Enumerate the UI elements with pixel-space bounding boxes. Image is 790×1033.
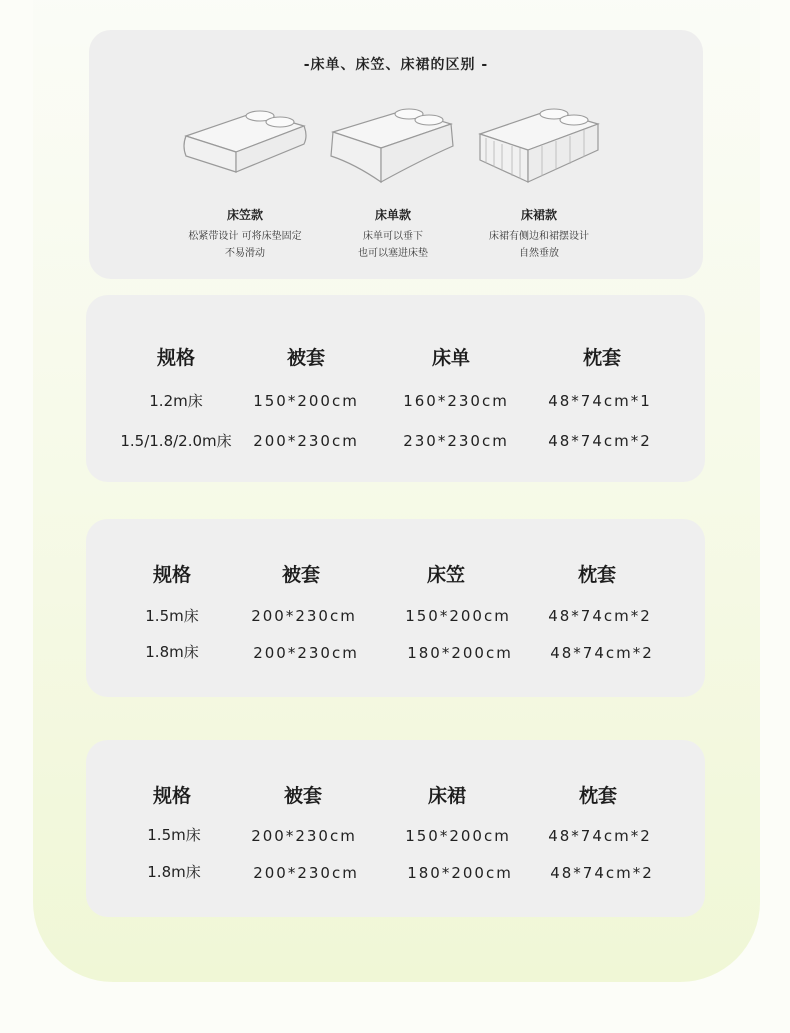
header-pillowcase: 枕套 bbox=[578, 785, 617, 807]
header-spec: 规格 bbox=[152, 785, 191, 807]
fitted-sheet-desc-line1: 松紧带设计 可将床垫固定 bbox=[188, 231, 302, 242]
flat-sheet-bed-illustration bbox=[325, 106, 465, 188]
flat-sheet-name: 床单款 bbox=[374, 208, 411, 222]
header-spec: 规格 bbox=[152, 564, 191, 586]
bed-skirt-name: 床裙款 bbox=[520, 208, 557, 222]
header-fitted-sheet: 床笠 bbox=[426, 564, 465, 586]
bed-skirt-desc-line2: 自然垂放 bbox=[519, 248, 559, 259]
row2-spec: 1.8m床 bbox=[147, 863, 201, 881]
header-sheet: 床单 bbox=[431, 347, 470, 369]
row2-duvet: 200*230cm bbox=[253, 864, 359, 882]
header-bed-skirt: 床裙 bbox=[427, 785, 466, 807]
row2-duvet: 200*230cm bbox=[253, 644, 359, 662]
row2-spec: 1.8m床 bbox=[145, 643, 199, 661]
bed-skirt-desc bbox=[459, 228, 619, 262]
flat-sheet-desc-line2: 也可以塞进床垫 bbox=[358, 248, 428, 259]
size-table-flat-sheet bbox=[86, 295, 705, 482]
row1-pillowcase: 48*74cm*1 bbox=[548, 392, 652, 410]
flat-sheet-desc bbox=[313, 228, 473, 262]
size-table-bed-skirt bbox=[86, 740, 705, 917]
header-spec: 规格 bbox=[156, 347, 195, 369]
row2-spec: 1.5/1.8/2.0m床 bbox=[120, 432, 232, 450]
row2-pillowcase: 48*74cm*2 bbox=[550, 864, 654, 882]
row1-pillowcase: 48*74cm*2 bbox=[548, 827, 652, 845]
bed-skirt-bed-illustration bbox=[472, 106, 612, 188]
header-duvet: 被套 bbox=[283, 785, 322, 807]
row2-sheet: 230*230cm bbox=[403, 432, 509, 450]
header-pillowcase: 枕套 bbox=[582, 347, 621, 369]
row1-spec: 1.5m床 bbox=[145, 607, 199, 625]
row1-fitted-sheet: 150*200cm bbox=[405, 607, 511, 625]
row1-spec: 1.2m床 bbox=[149, 392, 203, 410]
row1-duvet: 200*230cm bbox=[251, 607, 357, 625]
fitted-sheet-desc bbox=[165, 228, 325, 262]
flat-sheet-desc-line1: 床单可以垂下 bbox=[363, 231, 423, 242]
header-duvet: 被套 bbox=[281, 564, 320, 586]
header-duvet: 被套 bbox=[286, 347, 325, 369]
row2-pillowcase: 48*74cm*2 bbox=[550, 644, 654, 662]
row1-spec: 1.5m床 bbox=[147, 826, 201, 844]
size-table-fitted-sheet bbox=[86, 519, 705, 697]
row1-pillowcase: 48*74cm*2 bbox=[548, 607, 652, 625]
row1-duvet: 150*200cm bbox=[253, 392, 359, 410]
row2-duvet: 200*230cm bbox=[253, 432, 359, 450]
bed-skirt-desc-line1: 床裙有侧边和裙摆设计 bbox=[489, 231, 589, 242]
row2-pillowcase: 48*74cm*2 bbox=[548, 432, 652, 450]
bedding-difference-card bbox=[89, 30, 703, 279]
fitted-sheet-name: 床笠款 bbox=[226, 208, 263, 222]
row2-fitted-sheet: 180*200cm bbox=[407, 644, 513, 662]
fitted-sheet-bed-illustration bbox=[176, 106, 316, 188]
row2-bed-skirt: 180*200cm bbox=[407, 864, 513, 882]
difference-title: -床单、床笠、床裙的区别 - bbox=[303, 57, 489, 73]
row1-sheet: 160*230cm bbox=[403, 392, 509, 410]
row1-duvet: 200*230cm bbox=[251, 827, 357, 845]
row1-bed-skirt: 150*200cm bbox=[405, 827, 511, 845]
fitted-sheet-desc-line2: 不易滑动 bbox=[225, 248, 265, 259]
header-pillowcase: 枕套 bbox=[577, 564, 616, 586]
